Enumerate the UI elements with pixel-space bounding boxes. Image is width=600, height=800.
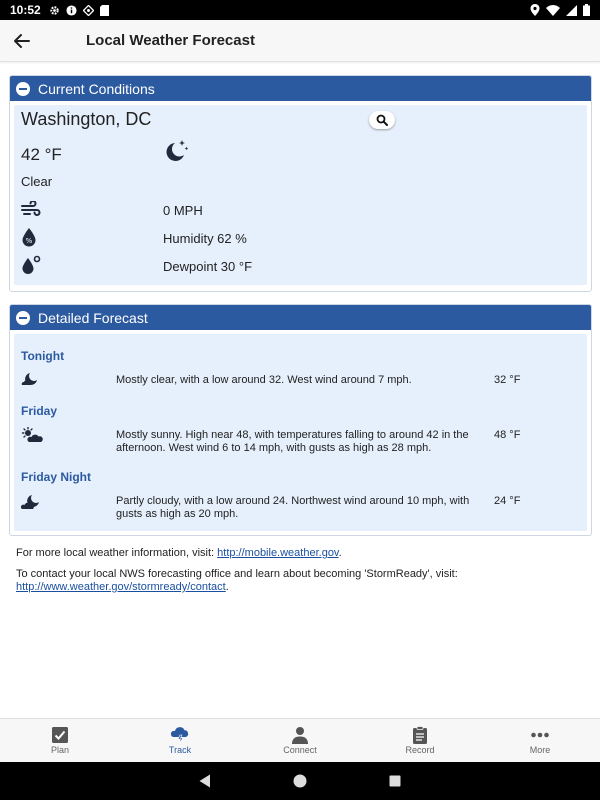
- period-temp: 24 °F: [494, 495, 521, 507]
- footer-line-mobile: For more local weather information, visit: http://mobile.weather.gov.: [16, 547, 342, 559]
- nav-item-record[interactable]: [360, 719, 480, 762]
- settings-icon: [49, 5, 60, 16]
- nav-label: More: [529, 745, 551, 755]
- location-name: Washington, DC: [21, 109, 152, 129]
- storm-cloud-icon: [170, 726, 190, 744]
- nav-label: Plan: [50, 745, 69, 755]
- signal-icon: [566, 5, 577, 16]
- nav-label: Track: [168, 745, 192, 755]
- sun-cloud-icon: [21, 427, 43, 443]
- current-conditions-title: Current Conditions: [38, 80, 155, 97]
- period-temp: 32 °F: [494, 374, 521, 386]
- period-temp: 48 °F: [494, 429, 521, 441]
- triangle-back-icon: [199, 774, 211, 788]
- info-icon: [66, 5, 77, 16]
- detailed-forecast-header[interactable]: [10, 305, 591, 330]
- nav-item-plan[interactable]: [0, 719, 120, 762]
- location-diamond-icon: [83, 5, 94, 16]
- arrow-left-icon: [14, 34, 30, 48]
- clipboard-icon: [412, 726, 428, 744]
- status-right-icons: [530, 4, 590, 16]
- nav-label: Record: [405, 745, 435, 755]
- page-title: Local Weather Forecast: [86, 32, 255, 49]
- more-dots-icon: [530, 726, 550, 744]
- status-bar: [0, 0, 600, 20]
- checkbox-icon: [51, 726, 69, 744]
- sd-card-icon: [100, 5, 109, 16]
- search-icon: [376, 114, 388, 126]
- current-conditions-body: [14, 105, 587, 285]
- humidity-value: Humidity 62 %: [163, 231, 247, 246]
- mobile-weather-link[interactable]: http://mobile.weather.gov: [217, 547, 339, 559]
- detailed-forecast-panel: [9, 304, 592, 536]
- footer-info: [16, 547, 586, 602]
- battery-icon: [583, 4, 590, 16]
- collapse-icon: [16, 311, 30, 325]
- period-text: Mostly sunny. High near 48, with temperatures falling to around 42 in the afternoon. West wind 6 to 14 mph, with gusts as high as 28 mph.: [116, 429, 469, 454]
- wind-speed: 0 MPH: [163, 203, 203, 218]
- gps-icon: [530, 4, 540, 16]
- app-bar: [0, 20, 600, 62]
- period-text: Mostly clear, with a low around 32. West wind around 7 mph.: [116, 374, 412, 386]
- svg-text:%: %: [25, 237, 33, 245]
- period-name: Friday: [21, 404, 58, 418]
- period-name: Tonight: [21, 349, 65, 363]
- dewpoint-icon: [21, 255, 41, 275]
- wifi-icon: [546, 5, 560, 16]
- system-home-button[interactable]: [293, 774, 307, 788]
- system-recents-button[interactable]: [389, 775, 401, 787]
- square-recents-icon: [389, 775, 401, 787]
- detailed-forecast-title: Detailed Forecast: [38, 309, 148, 326]
- moon-cloud-icon: [21, 372, 41, 386]
- current-temperature: 42 °F: [21, 145, 62, 164]
- location-search-button[interactable]: [369, 111, 395, 129]
- bottom-nav: [0, 718, 600, 762]
- humidity-icon: [21, 227, 37, 247]
- detailed-forecast-body: [14, 334, 587, 531]
- status-left-icons: [49, 5, 109, 16]
- status-time: 10:52: [10, 3, 41, 17]
- moon-stars-icon: [162, 137, 190, 165]
- system-nav-bar: [0, 762, 600, 800]
- back-button[interactable]: [0, 20, 44, 62]
- nav-item-track[interactable]: [120, 719, 240, 762]
- stormready-contact-link[interactable]: http://www.weather.gov/stormready/contact: [16, 581, 226, 593]
- nav-item-more[interactable]: [480, 719, 600, 762]
- nav-label: Connect: [283, 745, 317, 755]
- person-icon: [291, 726, 309, 744]
- period-name: Friday Night: [21, 470, 92, 484]
- current-condition: Clear: [21, 174, 53, 189]
- current-conditions-panel: [9, 75, 592, 292]
- system-back-button[interactable]: [199, 774, 211, 788]
- nav-item-connect[interactable]: [240, 719, 360, 762]
- dewpoint-value: Dewpoint 30 °F: [163, 259, 253, 274]
- period-text: Partly cloudy, with a low around 24. Northwest wind around 10 mph, with gusts as high as 20 mph.: [116, 495, 470, 520]
- moon-cloud-icon: [21, 494, 41, 510]
- circle-home-icon: [293, 774, 307, 788]
- collapse-icon: [16, 82, 30, 96]
- footer-line-stormready: To contact your local NWS forecasting office and learn about becoming 'StormReady', visit: http://www.weather.gov/stormready/contact.: [16, 568, 458, 593]
- current-conditions-header[interactable]: [10, 76, 591, 101]
- wind-icon: [21, 201, 41, 217]
